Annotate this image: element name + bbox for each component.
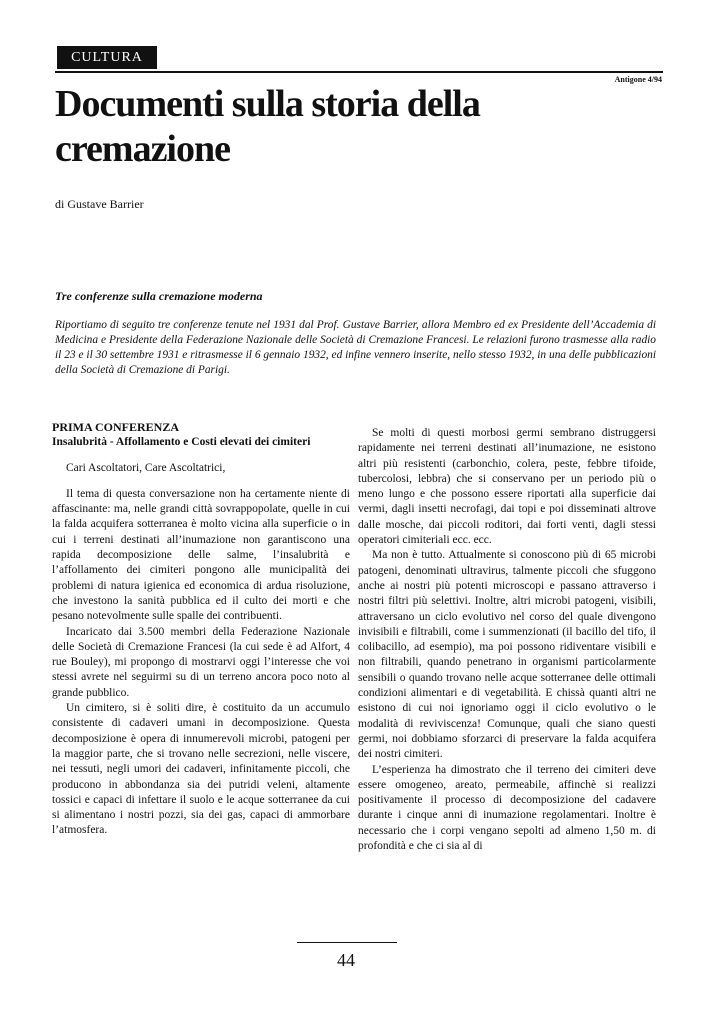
right-paragraph: Ma non è tutto. Attualmente si conoscono più di 65 microbi patogeni, denominati ultravirus, talmente piccoli che sfuggono anche ai nostri più potenti microscopi e passano attraverso i nostri filtri più selettivi. Inoltre, altri microbi patogeni, visibili, attraversano un ciclo evolutivo nel corso del quale divengono invisibili e filtrabili, come i summenzionati (il bacillo del tifo, il colibacillo, ad esempio), ma poi possono ridiventare visibili e non filtrabili, quando penetrano in organismi particolarmente sensibili o quando trovano nelle acque sotterranee delle ottimali condizioni alimentari e di vegetabilità. E chissà quanti altri ne esistono di cui noi ignoriamo oggi il ciclo evolutivo o le modalità di reviviscenza! Comunque, quali che siano questi germi, noi dobbiamo sforzarci di preservare la falda acquifera dei nostri cimiteri. (358, 549, 656, 761)
section-tag: CULTURA (57, 46, 157, 69)
right-column (358, 426, 656, 854)
left-paragraph: Il tema di questa conversazione non ha certamente niente di affascinante: ma, nelle grandi città sovrappopolate, quelle in cui la falda acquifera sotterranea è molto vicina alla superficie o in cui i terreni destinati all’inumazione non garantiscono una rapida decomposizione delle salme, l’insalubrità e l’affollamento dei cimiteri pongono alle municipalità dei problemi di natura igienica ed economica di ardua risoluzione, che investono la sanità pubblica ed il culto dei morti e che pesano notevolmente sulle spalle dei contribuenti. (52, 487, 350, 623)
article-title: Documenti sulla storia della cremazione (55, 83, 480, 170)
right-paragraph: Se molti di questi morbosi germi sembrano distruggersi rapidamente nei terreni destinati all’inumazione, ne esistono altri più resistenti (carbonchio, colera, peste, febbre tifoide, tubercolosi, lebbra) che si conservano per un periodo più o meno lungo e che possono essere riportati alla superficie dai vermi, dagli insetti necrofagi, dai topi e poi disseminati altrove dalle mosche, dai piccoli roditori, dai forti venti, dagli stessi operatori cimiteriali ecc. ecc. (358, 427, 656, 547)
greeting: Cari Ascoltatori, Care Ascoltatrici, (66, 461, 226, 474)
right-paragraph: L’esperienza ha dimostrato che il terreno dei cimiteri deve essere omogeneo, areato, permeabile, affinchè si realizzi positivamente il processo di decomposizione del cadavere durante i cinque anni di inumazione regolamentari. Inoltre è necessario che i corpi vengano sepolti ad almeno 1,50 m. di profondità e che ci sia al di (358, 763, 656, 853)
header-rule (55, 71, 663, 73)
article-author: di Gustave Barrier (55, 197, 144, 211)
conference-subheading: Insalubrità - Affollamento e Costi elevati dei cimiteri (52, 436, 311, 449)
left-paragraph: Incaricato dai 3.500 membri della Federazione Nazionale delle Società di Cremazione Francesi (la cui sede è ad Alfort, 4 rue Bouley), mi propongo di mostrarvi oggi l’interesse che voi stessi avrete nel seguirmi su di un terreno ancora poco noto al grande pubblico. (52, 625, 350, 699)
left-paragraph: Un cimitero, si è soliti dire, è costituito da un accumulo consistente di cadaveri umani in decomposizione. Questa decomposizione è opera di innumerevoli microbi, patogeni per la maggior parte, che si trovano nelle secrezioni, nelle viscere, nei tessuti, negli umori dei cadaveri, infinitamente piccoli, che producono in abbondanza sia dei putridi veleni, altamente tossici e capaci di infettare il suolo e le acque sotterranee da cui si alimentano i nostri pozzi, sia dei gas, capaci di ammorbare l’atmosfera. (52, 702, 350, 837)
article-subtitle: Tre conferenze sulla cremazione moderna (55, 289, 263, 303)
journal-issue: Antigone 4/94 (614, 75, 662, 84)
page-number: 44 (337, 950, 355, 970)
article-intro: Riportiamo di seguito tre conferenze tenute nel 1931 dal Prof. Gustave Barrier, allora Membro ed ex Presidente dell’Accademia di Medicina e Presidente della Federazione Nazionale delle Società di Cremazione Francesi. Le relazioni furono trasmesse alla radio il 23 e il 30 settembre 1931 e ritrasmesse il 6 gennaio 1932, ed infine vennero inserite, nello stesso 1932, in una delle pubblicazioni della Società di Cremazione di Parigi. (55, 319, 656, 376)
left-column (52, 420, 350, 839)
conference-heading: PRIMA CONFERENZA (52, 420, 180, 434)
footer-rule (297, 942, 397, 943)
